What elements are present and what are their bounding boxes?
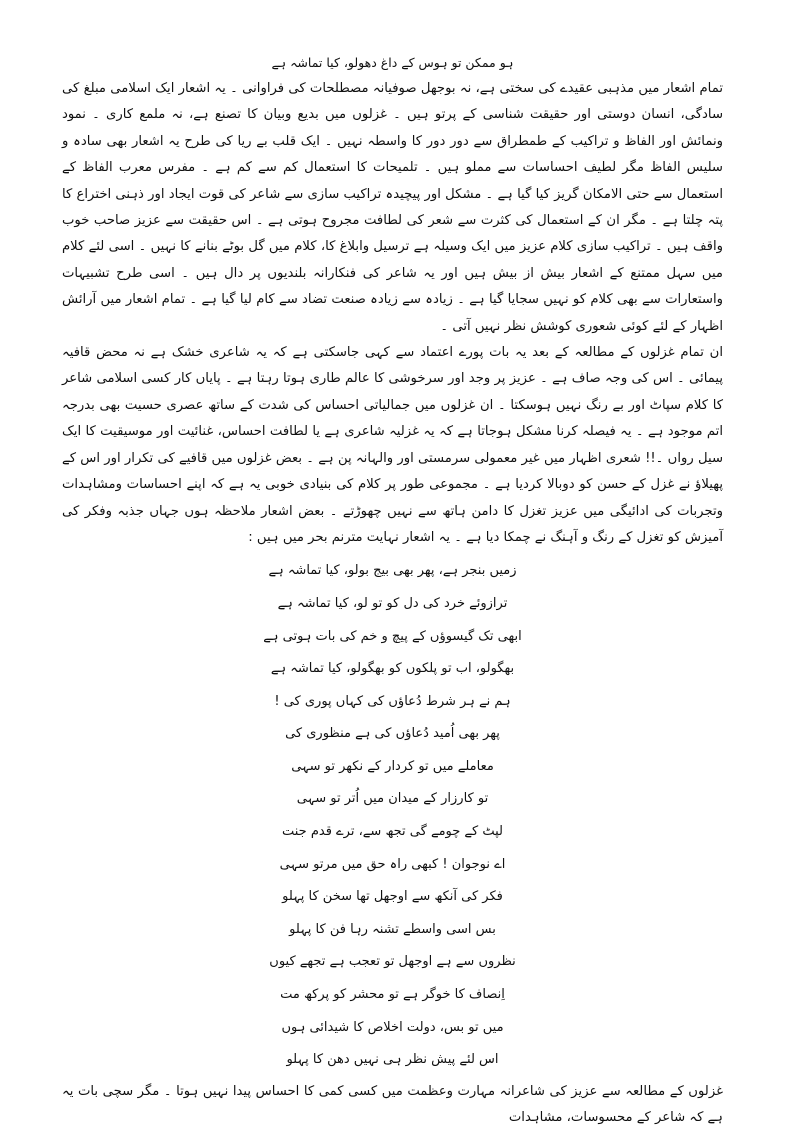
verse-line: فکر کی آنکھ سے اوجھل تھا سخن کا پہلو	[282, 889, 503, 905]
page-title: ہو ممکن تو ہوس کے داغ دھولو، کیا تماشہ ہے	[271, 55, 514, 70]
verse-line: اِنصاف کا خوگر ہے تو محشر کو پرکھ مت	[280, 987, 505, 1003]
verse-line: اس لئے پیش نظر ہی نہیں دھن کا پہلو	[286, 1052, 499, 1068]
verse-line: زمیں بنجر ہے، پھر بھی بیج بولو، کیا تماشہ ہے	[268, 563, 517, 579]
verse-line: ابھی تک گیسوؤں کے پیچ و خم کی بات ہوتی ہے	[263, 628, 522, 644]
verse-line: تو کارزار کے میدان میں اُتر تو سہی	[296, 791, 489, 807]
verse-line: پھر بھی اُمید دُعاؤں کی ہے منظوری کی	[285, 726, 500, 742]
verse-line: معاملے میں تو کردار کے نکھر تو سہی	[291, 758, 494, 774]
document-page	[62, 52, 723, 1132]
verse-list	[62, 555, 723, 1077]
verse-line: اے نوجوان ! کبھی راہ حق میں مرتو سہی	[279, 856, 506, 872]
verse-line: لپٹ کے چومے گی تجھ سے، ترے قدم جنت	[281, 824, 504, 840]
verse-line: بھگولو، اب تو پلکوں کو بھگولو، کیا تماشہ ہے	[270, 661, 515, 677]
verse-line: ہم نے ہر شرط دُعاؤں کی کہاں پوری کی !	[274, 693, 511, 709]
verse-line: نظروں سے ہے اوجھل تو تعجب ہے تجھے کیوں	[269, 954, 516, 970]
verse-line: بس اسی واسطے تشنہ رہا فن کا پہلو	[289, 921, 496, 937]
paragraph-closing: غزلوں کے مطالعہ سے عزیز کی شاعرانہ مہارت وعظمت میں کسی کمی کا احساس پیدا نہیں ہوتا ۔ مگر سچی بات یہ ہے کہ شاعر کے محسوسات، مشاہدات	[62, 1083, 723, 1126]
verse-line: میں تو بس، دولت اخلاص کا شیدائی ہوں	[281, 1019, 504, 1035]
verse-line: ترازوئے خرد کی دل کو تو لو، کیا تماشہ ہے	[277, 595, 508, 611]
paragraph-intro: تمام اشعار میں مذہبی عقیدے کی سختی ہے، نہ بوجھل صوفیانہ مصطلحات کی فراوانی ۔ یہ اشعار ایک اسلامی مبلغ کی سادگی، انسان دوستی اور حقیقت شناسی کے پرتو ہیں ۔ غزلوں میں بدیع وبیان کا تصنع ہے، نہ ملمع کاری ۔ نمود ونمائش اور الفاظ و تراکیب کے طمطراق سے دور دور کا واسطہ نہیں ۔ ایک قلب بے ریا کی طرح یہ اشعار بھی سادہ و سلیس الفاظ مگر لطیف احساسات سے مملو ہیں ۔ تلمیحات کا استعمال کم سے کم ہے ۔ مفرس معرب الفاظ کے استعمال سے حتی الامکان گریز کیا گیا ہے ۔ مشکل اور پیچیدہ تراکیب سازی سے شاعر کی قوت ایجاد اور ذہنی اختراع کا پتہ چلتا ہے ۔ مگر ان کے استعمال کی کثرت سے شعر کی لطافت مجروح ہوتی ہے ۔ اس حقیقت سے عزیز صاحب خوب واقف ہیں ۔ تراکیب سازی کلام عزیز میں ایک وسیلہ ہے ترسیل وابلاغ کا، کلام میں گل بوٹے بنانے کا نہیں ۔ اسی لئے کلام میں سہل ممتنع کے اشعار بیش از بیش ہیں اور یہ شاعر کی فنکارانہ بلندیوں پر دال ہیں ۔ اسی طرح تشبیہات واستعارات سے بھی کلام کو نہیں سجایا گیا ہے ۔ زیادہ سے زیادہ صنعت تضاد سے کام لیا گیا ہے ۔ تمام اشعار میں آرائش اظہار کے لئے کوئی شعوری کوشش نظر نہیں آتی ۔	[62, 81, 723, 334]
paragraph-analysis: ان تمام غزلوں کے مطالعہ کے بعد یہ بات پورے اعتماد سے کہی جاسکتی ہے کہ یہ شاعری خشک ہے نہ محض قافیہ پیمائی ۔ اس کی وجہ صاف ہے ۔ عزیز پر وجد اور سرخوشی کا عالم طاری ہوتا رہتا ہے ۔ پایاں کار کسی اسلامی شاعر کا کلام سپاٹ اور بے رنگ نہیں ہوسکتا ۔ ان غزلوں میں جمالیاتی احساس کی شدت کے ساتھ عصری حسیت بھی بدرجہ اتم موجود ہے ۔ یہ فیصلہ کرنا مشکل ہوجاتا ہے کہ یہ غزلیہ شاعری ہے یا لطافت احساس، غنائیت اور موسیقیت کا ایک سیل رواں ۔!! شعری اظہار میں غیر معمولی سرمستی اور والہانہ پن ہے ۔ بعض غزلوں میں قافیے کی تکرار اور اس کے پھیلاؤ نے غزل کے حسن کو دوبالا کردیا ہے ۔ مجموعی طور پر کلام کی بنیادی خوبی یہ ہے کہ اپنے احساسات ومشاہدات وتجربات کی ادائیگی میں عزیز تغزل کا دامن ہاتھ سے نہیں چھوڑتے ۔ بعض اشعار ملاحظہ ہوں جہاں جذبہ وفکر کی آمیزش کو تغزل کے رنگ و آہنگ نے چمکا دیا ہے ۔ یہ اشعار نہایت مترنم بحر میں ہیں :	[62, 345, 723, 545]
